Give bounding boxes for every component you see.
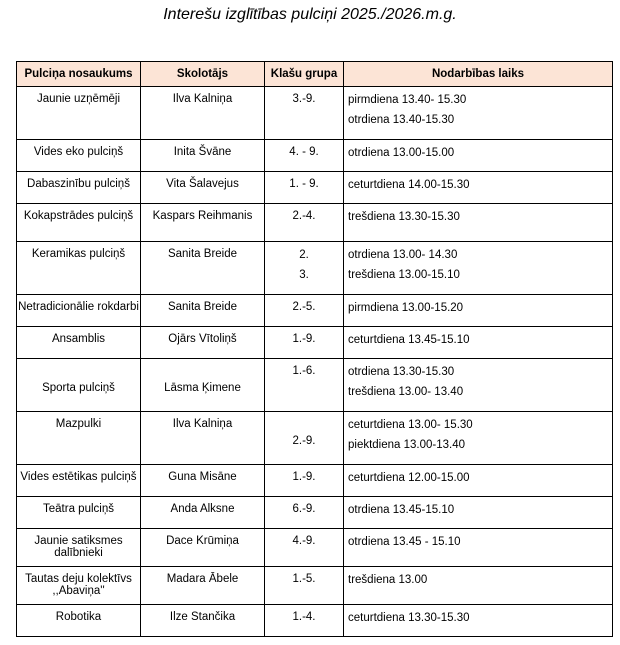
grade-value: 1.-9. xyxy=(292,333,316,345)
schedule-slot: otrdiena 13.40-15.30 xyxy=(348,114,455,126)
teacher-name: Ilva Kalniņa xyxy=(141,87,265,140)
table-row xyxy=(17,605,613,637)
page-title: Interešu izglītības pulciņi 2025./2026.m.g. xyxy=(163,6,457,23)
club-name: Jaunie uzņēmēji xyxy=(17,87,141,140)
club-name: Teātra pulciņš xyxy=(17,497,141,529)
grade-value: 1.-9. xyxy=(292,471,316,483)
schedule xyxy=(344,87,613,140)
teacher-name: Ojārs Vītoliņš xyxy=(141,327,265,359)
teacher-name: Kaspars Reihmanis xyxy=(141,204,265,242)
club-name: Ansamblis xyxy=(17,327,141,359)
grade-group xyxy=(265,327,344,359)
schedule xyxy=(344,204,613,242)
table-row xyxy=(17,567,613,605)
schedule-slot: otrdiena 13.30-15.30 xyxy=(348,366,455,378)
club-name: Jaunie satiksmes dalībnieki xyxy=(17,529,141,567)
table-row xyxy=(17,87,613,140)
grade-value: 3.-9. xyxy=(292,93,316,105)
schedule-slot: pirmdiena 13.40- 15.30 xyxy=(348,94,467,106)
table-row xyxy=(17,172,613,204)
grade-group xyxy=(265,465,344,497)
schedule xyxy=(344,605,613,637)
grade-value: 2.-5. xyxy=(292,301,316,313)
schedule-slot: otrdiena 13.45-15.10 xyxy=(348,504,455,516)
schedule-slot: ceturtdiena 13.30-15.30 xyxy=(348,612,470,624)
table-row xyxy=(17,295,613,327)
schedule xyxy=(344,242,613,295)
club-name: Dabaszinību pulciņš xyxy=(17,172,141,204)
teacher-name: Ilze Stančika xyxy=(141,605,265,637)
club-name: Keramikas pulciņš xyxy=(17,242,141,295)
schedule-slot: trešdiena 13.30-15.30 xyxy=(348,211,460,223)
schedule-slot: ceturtdiena 14.00-15.30 xyxy=(348,179,470,191)
grade-value: 3. xyxy=(299,269,309,281)
teacher-name: Vita Šalavejus xyxy=(141,172,265,204)
grade-group xyxy=(265,242,344,295)
teacher-name: Inita Švāne xyxy=(141,140,265,172)
schedule-slot: trešdiena 13.00 xyxy=(348,574,428,586)
grade-value: 4. - 9. xyxy=(289,146,319,158)
schedule xyxy=(344,567,613,605)
schedule-slot: trešdiena 13.00-15.10 xyxy=(348,269,460,281)
grade-group xyxy=(265,359,344,412)
schedule xyxy=(344,529,613,567)
table-row xyxy=(17,465,613,497)
teacher-name: Madara Ābele xyxy=(141,567,265,605)
club-name: Vides estētikas pulciņš xyxy=(17,465,141,497)
schedule-slot: pirmdiena 13.00-15.20 xyxy=(348,302,464,314)
table-row xyxy=(17,497,613,529)
grade-group xyxy=(265,497,344,529)
schedule xyxy=(344,295,613,327)
schedule xyxy=(344,465,613,497)
grade-group xyxy=(265,605,344,637)
schedule-slot: ceturtdiena 12.00-15.00 xyxy=(348,472,470,484)
table-row xyxy=(17,327,613,359)
schedule-slot: piektdiena 13.00-13.40 xyxy=(348,439,466,451)
schedule xyxy=(344,327,613,359)
grade-group xyxy=(265,87,344,140)
grade-value: 1.-4. xyxy=(292,611,316,623)
grade-group xyxy=(265,412,344,465)
teacher-name: Guna Misāne xyxy=(141,465,265,497)
grade-value: 2. xyxy=(299,249,309,261)
schedule-slot: trešdiena 13.00- 13.40 xyxy=(348,386,464,398)
grade-value: 6.-9. xyxy=(292,503,316,515)
grade-group xyxy=(265,529,344,567)
table-row xyxy=(17,140,613,172)
schedule xyxy=(344,497,613,529)
grade-group xyxy=(265,567,344,605)
grade-group xyxy=(265,295,344,327)
schedule-slot: otrdiena 13.00-15.00 xyxy=(348,147,455,159)
schedule xyxy=(344,412,613,465)
teacher-name: Anda Alksne xyxy=(141,497,265,529)
club-name: Vides eko pulciņš xyxy=(17,140,141,172)
table-row xyxy=(17,359,613,412)
teacher-name: Dace Krūmiņa xyxy=(141,529,265,567)
teacher-name: Sanita Breide xyxy=(141,295,265,327)
grade-group xyxy=(265,172,344,204)
table-row xyxy=(17,529,613,567)
clubs-table xyxy=(16,61,613,637)
grade-value: 1.-6. xyxy=(292,365,316,377)
club-name: Netradicionālie rokdarbi xyxy=(17,295,141,327)
schedule xyxy=(344,359,613,412)
table-row xyxy=(17,204,613,242)
grade-value: 2.-4. xyxy=(292,210,316,222)
club-name: Mazpulki xyxy=(17,412,141,465)
club-name: Robotika xyxy=(17,605,141,637)
club-name: Sporta pulciņš xyxy=(17,359,141,412)
schedule-slot: otrdiena 13.45 - 15.10 xyxy=(348,536,461,548)
grade-group xyxy=(265,140,344,172)
table-row xyxy=(17,242,613,295)
table-header-row xyxy=(17,62,613,87)
teacher-name: Sanita Breide xyxy=(141,242,265,295)
table-row xyxy=(17,412,613,465)
grade-value: 2.-9. xyxy=(292,435,316,447)
grade-group xyxy=(265,204,344,242)
schedule-slot: ceturtdiena 13.45-15.10 xyxy=(348,334,470,346)
schedule-slot: ceturtdiena 13.00- 15.30 xyxy=(348,419,473,431)
schedule xyxy=(344,140,613,172)
header-time: Nodarbības laiks xyxy=(344,62,613,87)
club-name: Tautas deju kolektīvs ,,Abaviņa'' xyxy=(17,567,141,605)
header-teacher: Skolotājs xyxy=(141,62,265,87)
teacher-name: Lāsma Ķimene xyxy=(141,359,265,412)
grade-value: 1. - 9. xyxy=(289,178,319,190)
club-name: Kokapstrādes pulciņš xyxy=(17,204,141,242)
header-name: Pulciņa nosaukums xyxy=(17,62,141,87)
teacher-name: Ilva Kalniņa xyxy=(141,412,265,465)
grade-value: 4.-9. xyxy=(292,535,316,547)
schedule-slot: otrdiena 13.00- 14.30 xyxy=(348,249,458,261)
grade-value: 1.-5. xyxy=(292,573,316,585)
schedule xyxy=(344,172,613,204)
header-grade: Klašu grupa xyxy=(265,62,344,87)
